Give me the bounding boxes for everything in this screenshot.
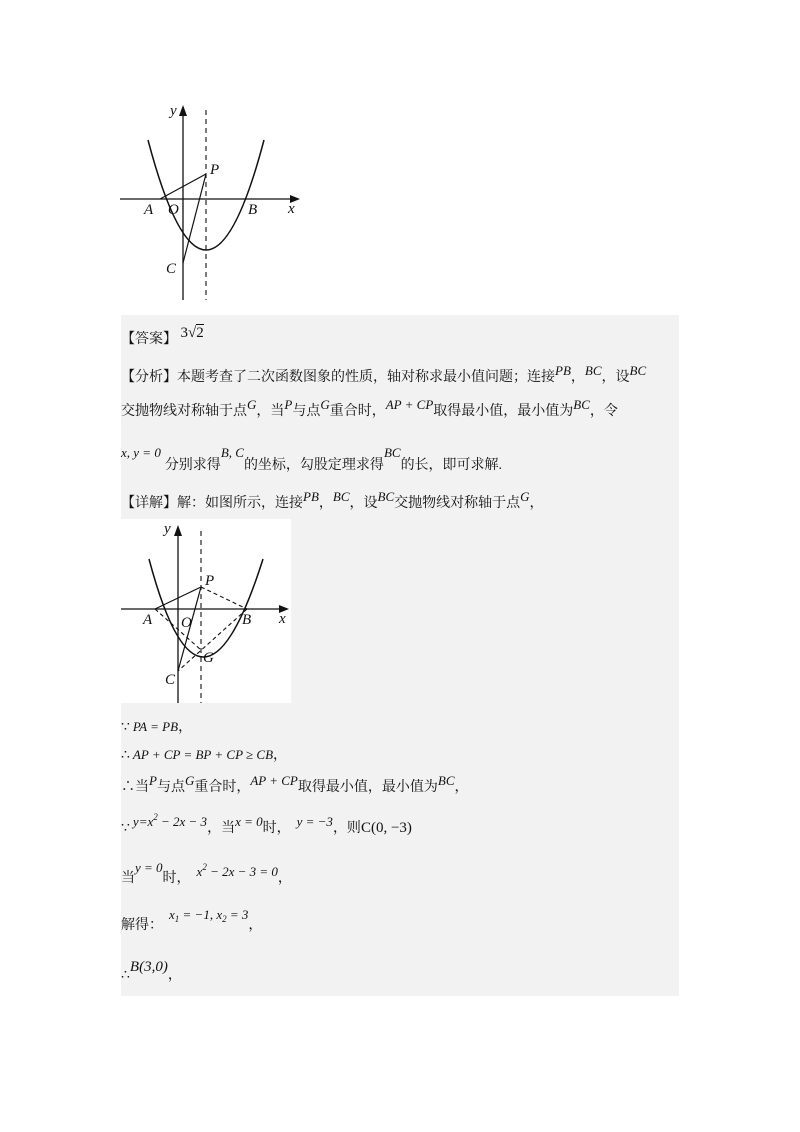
answer-value <box>181 325 204 341</box>
label-b: B <box>248 202 258 218</box>
analysis-math-bc-4: BC <box>383 445 401 460</box>
y-axis-arrow <box>179 105 187 116</box>
step-4-x0: x = 0 <box>235 814 263 829</box>
analysis-math-pb: PB <box>555 363 571 378</box>
detail-tag: 【详解】 <box>121 496 177 511</box>
detail-math-g: G <box>520 489 530 504</box>
step-5 <box>121 860 292 889</box>
step-3-c: 与点 <box>156 780 185 795</box>
analysis-math-p: P <box>284 397 293 412</box>
label-x: x <box>288 201 295 217</box>
step-7 <box>121 959 182 986</box>
root-x1-sub: 1 <box>174 914 180 924</box>
step-3-ap-cp: AP + CP <box>250 773 298 788</box>
eq-rest: − 2x − 3 = 0 <box>206 864 278 879</box>
step-3-g2: 取得最小值，最小值为 <box>297 780 438 795</box>
label-p: P <box>210 162 220 178</box>
detail-text-1i: ， <box>529 496 544 511</box>
eq-x: x <box>196 864 203 879</box>
step-4 <box>121 813 412 839</box>
step-4-y: y = −3 <box>296 814 333 829</box>
label-y: y <box>164 521 171 537</box>
step-1 <box>121 717 192 738</box>
analysis-text-2i: 取得最小值，最小值为 <box>433 404 574 419</box>
analysis-line-1 <box>121 363 647 388</box>
detail-text-1c: ， <box>318 496 333 511</box>
step-7-end: ， <box>167 968 182 983</box>
step-2-end: ， <box>273 748 288 763</box>
y-axis-arrow <box>174 525 182 536</box>
detail-math-bc-2: BC <box>377 489 395 504</box>
analysis-tag: 【分析】 <box>121 370 177 385</box>
analysis-line-3 <box>121 445 503 476</box>
analysis-math-bc-pts: B, C <box>220 445 244 460</box>
label-b: B <box>242 612 252 628</box>
eq-rest: − 2x − 3 <box>157 814 208 829</box>
step-5-y0: y = 0 <box>135 860 163 875</box>
label-p: P <box>205 573 215 589</box>
step-4-comma: ， <box>207 821 222 836</box>
step-3-bc: BC <box>437 773 455 788</box>
answer-tag: 【答案】 <box>121 332 177 347</box>
analysis-math-bc-3: BC <box>573 397 590 412</box>
step-6-roots <box>169 907 248 922</box>
root-x2-val: = 3 <box>226 907 249 922</box>
detail-line-1 <box>121 489 544 514</box>
figure-parabola-2 <box>121 519 291 703</box>
solution-panel <box>121 315 679 996</box>
analysis-math-g: G <box>247 397 257 412</box>
eq-y-x: y=x <box>132 814 154 829</box>
label-g: G <box>203 650 214 666</box>
step-6-end: ， <box>248 918 263 933</box>
analysis-math-bc: BC <box>584 363 602 378</box>
label-x: x <box>279 611 286 627</box>
analysis-text-1e: ，设 <box>601 370 630 385</box>
detail-text-1e: ，设 <box>349 496 378 511</box>
label-c: C <box>165 672 176 688</box>
answer-line <box>121 325 204 350</box>
detail-math-bc: BC <box>332 489 350 504</box>
step-1-end: ， <box>178 720 193 735</box>
eq-sup: 2 <box>153 812 158 822</box>
analysis-text-2c: ，当 <box>256 404 285 419</box>
step-6 <box>121 907 263 939</box>
step-3-e: 重合时， <box>194 780 251 795</box>
analysis-math-bc-2: BC <box>629 363 647 378</box>
label-o: O <box>181 615 192 631</box>
because-symbol: ∵ <box>121 821 130 836</box>
analysis-math-xy0: x, y = 0 <box>121 445 161 460</box>
analysis-text-2e: 与点 <box>292 404 321 419</box>
step-3-p: P <box>149 773 157 788</box>
label-c: C <box>166 261 177 277</box>
step-2 <box>121 745 287 766</box>
step-4-c-point: C(0, −3) <box>360 820 412 836</box>
step-4-shi: 时， <box>262 821 291 836</box>
step-5-shi: 时， <box>162 871 191 886</box>
analysis-text-3b: 分别求得 <box>164 458 221 473</box>
figure-parabola-1 <box>120 95 310 300</box>
step-1-math: PA = PB <box>132 719 179 734</box>
therefore-symbol: ∴ <box>121 968 130 983</box>
detail-text-1g: 交抛物线对称轴于点 <box>394 496 521 511</box>
step-4-when: 当 <box>221 821 236 836</box>
detail-text-1a: 解：如图所示，连接 <box>177 496 303 511</box>
therefore-symbol: ∴ <box>121 780 135 795</box>
sqrt-sign: √ <box>188 325 197 341</box>
analysis-text-3d: 的坐标，勾股定理求得 <box>243 458 384 473</box>
step-3 <box>121 773 469 798</box>
label-a: A <box>144 202 154 218</box>
step-4-equation <box>133 814 207 829</box>
root-x1: x <box>169 907 175 922</box>
analysis-math-ap-cp: AP + CP <box>385 397 434 412</box>
analysis-text-2a: 交抛物线对称轴于点 <box>121 404 247 419</box>
label-o: O <box>168 202 179 218</box>
label-a: A <box>143 612 153 628</box>
step-3-a: 当 <box>135 780 149 795</box>
answer-coef: 3 <box>180 325 188 341</box>
segment-pb <box>201 587 247 609</box>
analysis-text-1a: 本题考查了二次函数图象的性质，轴对称求最小值问题；连接 <box>177 370 555 385</box>
therefore-symbol: ∴ <box>121 748 130 763</box>
step-5-end: ， <box>277 871 292 886</box>
because-symbol: ∵ <box>121 720 130 735</box>
root-x1-val: = −1, <box>179 907 217 922</box>
step-2-math: AP + CP = BP + CP ≥ CB <box>132 747 274 762</box>
analysis-line-2 <box>121 397 618 422</box>
label-y: y <box>170 103 177 119</box>
step-7-b-point: B(3,0) <box>129 959 168 975</box>
detail-math-pb: PB <box>303 489 319 504</box>
analysis-text-3f: 的长，即可求解. <box>400 458 503 473</box>
step-5-when: 当 <box>121 871 135 886</box>
step-3-g: G <box>184 773 195 788</box>
root-x2: x <box>216 907 223 922</box>
analysis-text-2k: ，令 <box>589 404 618 419</box>
step-6-jiede: 解得： <box>121 918 163 933</box>
analysis-math-g-2: G <box>320 397 330 412</box>
eq-sup: 2 <box>202 862 207 872</box>
step-4-ze: ，则 <box>332 821 361 836</box>
answer-radicand: 2 <box>196 325 204 341</box>
step-5-equation <box>197 864 278 879</box>
analysis-text-2g: 重合时， <box>329 404 386 419</box>
root-x2-sub: 2 <box>222 914 227 924</box>
step-3-i: ， <box>454 780 469 795</box>
analysis-text-1c: ， <box>570 370 585 385</box>
